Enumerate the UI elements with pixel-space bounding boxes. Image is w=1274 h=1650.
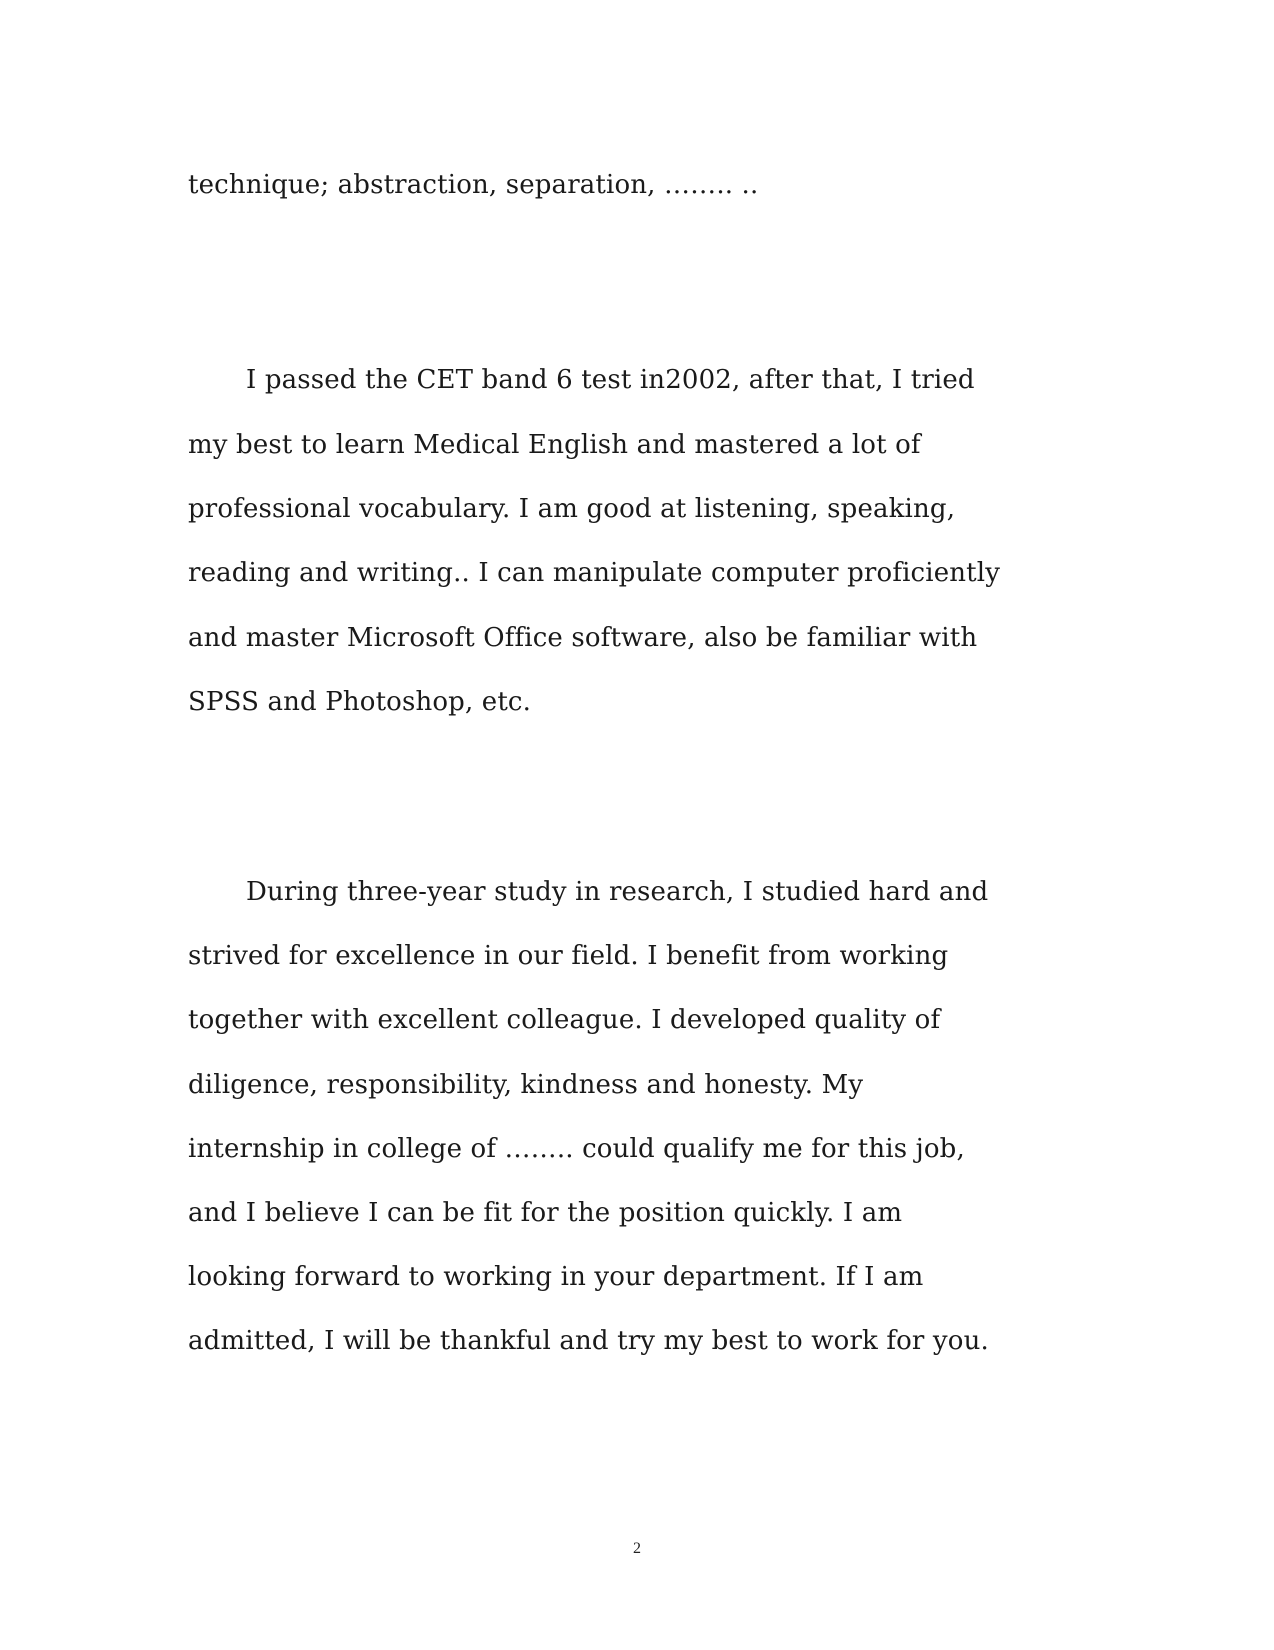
text-line: internship in college of …….. could qualify me for this job, (188, 1134, 965, 1164)
text-line: I passed the CET band 6 test in2002, after that, I tried (246, 365, 975, 395)
text-line: and master Microsoft Office software, also be familiar with (188, 623, 978, 653)
text-line: SPSS and Photoshop, etc. (188, 687, 532, 717)
page-number: 2 (633, 1540, 641, 1557)
text-line: looking forward to working in your department. If I am (188, 1262, 924, 1292)
text-line: professional vocabulary. I am good at listening, speaking, (188, 494, 956, 524)
text-line: together with excellent colleague. I developed quality of (188, 1005, 941, 1035)
text-line: admitted, I will be thankful and try my best to work for you. (188, 1326, 989, 1356)
text-line: reading and writing.. I can manipulate computer proficiently (188, 558, 1001, 588)
text-line: diligence, responsibility, kindness and honesty. My (188, 1070, 864, 1100)
text-line: strived for excellence in our field. I benefit from working (188, 941, 949, 971)
text-line: and I believe I can be fit for the position quickly. I am (188, 1198, 903, 1228)
text-line: my best to learn Medical English and mastered a lot of (188, 430, 921, 460)
text-line: During three-year study in research, I studied hard and (246, 877, 989, 907)
text-line: technique; abstraction, separation, …….. .. (188, 170, 759, 200)
